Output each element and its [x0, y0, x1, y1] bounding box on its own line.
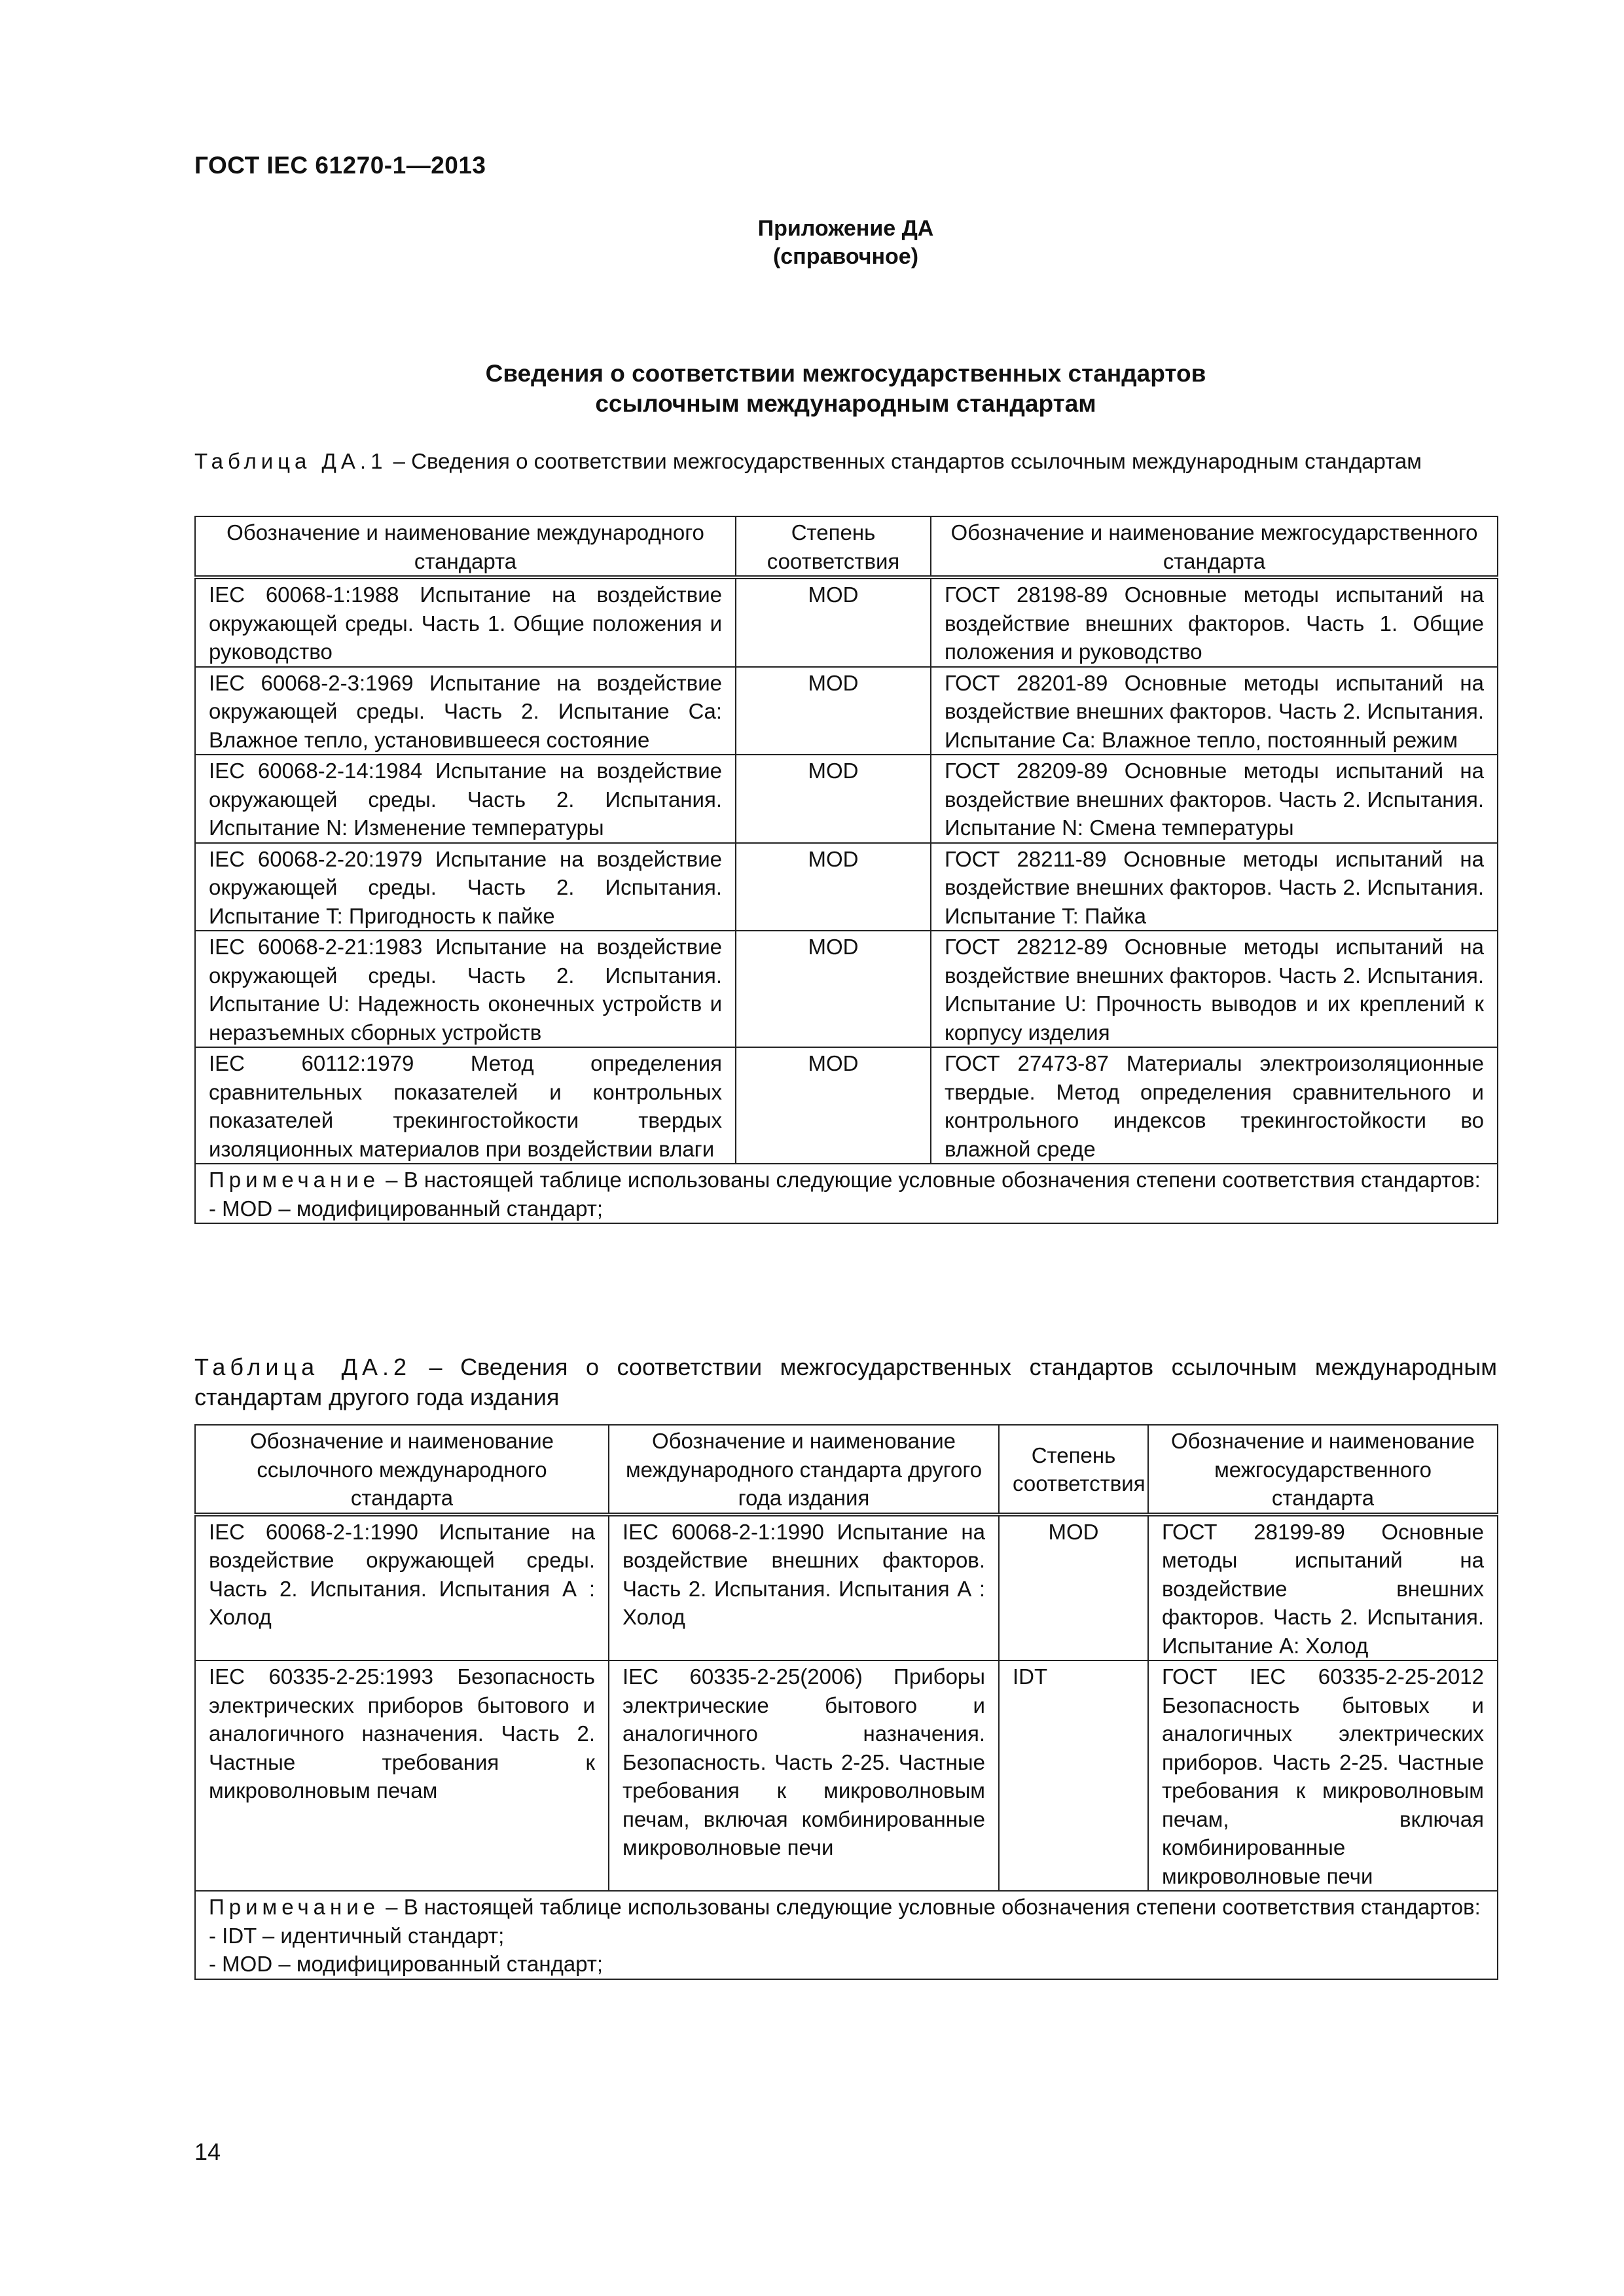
- table1-cell-intl: IEC 60068-2-21:1983 Испытание на воздействие окружающей среды. Часть 2. Испытания. Испытание U: Надежность оконечных устройств и неразъемных сборных устройств: [195, 931, 736, 1047]
- table2-header-degree: Степень соответствия: [999, 1425, 1148, 1515]
- table2-cell-degree: IDT: [999, 1660, 1148, 1891]
- table-row: [195, 931, 1498, 1047]
- table1-cell-degree: MOD: [736, 577, 931, 667]
- table1-cell-intl: IEC 60112:1979 Метод определения сравнительных показателей и контрольных показателей трекингостойкости твердых изоляционных материалов при воздействии влаги: [195, 1047, 736, 1164]
- table-row: [195, 755, 1498, 843]
- table1-cell-intl: IEC 60068-2-3:1969 Испытание на воздействие окружающей среды. Часть 2. Испытание Ca: Влажное тепло, установившееся состояние: [195, 667, 736, 755]
- table1-caption-text: – Сведения о соответствии межгосударственных стандартов ссылочным международным стандартам: [387, 449, 1422, 473]
- table-row: [195, 1515, 1498, 1661]
- table2-header-gost: Обозначение и наименование межгосударственного стандарта: [1148, 1425, 1498, 1515]
- appendix-title: Приложение ДА: [757, 216, 934, 241]
- table-da2: [194, 1424, 1498, 1980]
- table1-header-intl: Обозначение и наименование международного стандарта: [195, 516, 736, 577]
- table2-cell-degree: MOD: [999, 1515, 1148, 1661]
- table2-caption: [194, 1352, 1497, 1412]
- table1-note-text: – В настоящей таблице использованы следующие условные обозначения степени соответствия стандартов:: [380, 1168, 1481, 1192]
- table2-note-label: Примечание: [209, 1895, 380, 1919]
- table1-cell-intl: IEC 60068-2-20:1979 Испытание на воздействие окружающей среды. Часть 2. Испытания. Испытание T: Пригодность к пайке: [195, 843, 736, 931]
- table1-cell-degree: MOD: [736, 843, 931, 931]
- table1-note-item: - MOD – модифицированный стандарт;: [209, 1196, 604, 1221]
- table2-cell-gost: ГОСТ IEC 60335-2-25-2012 Безопасность бытовых и аналогичных электрических приборов. Часть 2-25. Частные требования к микроволновым печам, включая комбинированные микроволновые печи: [1148, 1660, 1498, 1891]
- table1-cell-intl: IEC 60068-2-14:1984 Испытание на воздействие окружающей среды. Часть 2. Испытания. Испытание N: Изменение температуры: [195, 755, 736, 843]
- table-header-row: [195, 1425, 1498, 1515]
- table1-cell-gost: ГОСТ 28211-89 Основные методы испытаний на воздействие внешних факторов. Часть 2. Испытания. Испытание T: Пайка: [931, 843, 1498, 931]
- table-row: [195, 843, 1498, 931]
- table-note-row: [195, 1891, 1498, 1979]
- table2-header-ref: Обозначение и наименование ссылочного международного стандарта: [195, 1425, 609, 1515]
- section-title: [194, 359, 1497, 419]
- table2-cell-ref: IEC 60335-2-25:1993 Безопасность электрических приборов бытового и аналогичного назначения. Часть 2. Частные требования к микроволновым печам: [195, 1660, 609, 1891]
- table2-cell-ref: IEC 60068-2-1:1990 Испытание на воздействие окружающей среды. Часть 2. Испытания. Испытания А : Холод: [195, 1515, 609, 1661]
- table1-cell-gost: ГОСТ 28198-89 Основные методы испытаний на воздействие внешних факторов. Часть 1. Общие положения и руководство: [931, 577, 1498, 667]
- table2-note-item: - IDT – идентичный стандарт;: [209, 1923, 505, 1948]
- table1-header-gost: Обозначение и наименование межгосударственного стандарта: [931, 516, 1498, 577]
- table2-caption-text: – Сведения о соответствии межгосударственных стандартов ссылочным международным стандартам другого года издания: [194, 1354, 1497, 1410]
- document-code: ГОСТ IEC 61270-1—2013: [194, 152, 486, 179]
- table1-cell-gost: ГОСТ 28201-89 Основные методы испытаний на воздействие внешних факторов. Часть 2. Испытания. Испытание Са: Влажное тепло, постоянный режим: [931, 667, 1498, 755]
- table-row: [195, 667, 1498, 755]
- table1-caption: [194, 448, 1497, 475]
- table2-cell-other: IEC 60068-2-1:1990 Испытание на воздействие внешних факторов. Часть 2. Испытания. Испытания А : Холод: [609, 1515, 999, 1661]
- table1-cell-degree: MOD: [736, 667, 931, 755]
- table2-cell-gost: ГОСТ 28199-89 Основные методы испытаний на воздействие внешних факторов. Часть 2. Испытания. Испытание А: Холод: [1148, 1515, 1498, 1661]
- table1-cell-gost: ГОСТ 28212-89 Основные методы испытаний на воздействие внешних факторов. Часть 2. Испытания. Испытание U: Прочность выводов и их креплений к корпусу изделия: [931, 931, 1498, 1047]
- table2-note-text: – В настоящей таблице использованы следующие условные обозначения степени соответствия стандартов:: [380, 1895, 1481, 1919]
- table1-cell-intl: IEC 60068-1:1988 Испытание на воздействие окружающей среды. Часть 1. Общие положения и руководство: [195, 577, 736, 667]
- table1-cell-gost: ГОСТ 27473-87 Материалы электроизоляционные твердые. Метод определения сравнительного и контрольного индексов трекингостойкости во влажной среде: [931, 1047, 1498, 1164]
- table1-cell-gost: ГОСТ 28209-89 Основные методы испытаний на воздействие внешних факторов. Часть 2. Испытания. Испытание N: Смена температуры: [931, 755, 1498, 843]
- table1-header-degree: Степень соответствия: [736, 516, 931, 577]
- table-da1: [194, 516, 1498, 1224]
- table-row: [195, 1660, 1498, 1891]
- table2-caption-label: Таблица ДА.2: [194, 1354, 412, 1380]
- table1-note: [195, 1164, 1498, 1223]
- table-note-row: [195, 1164, 1498, 1223]
- table1-note-label: Примечание: [209, 1168, 380, 1192]
- section-title-line-2: ссылочным международным стандартам: [595, 390, 1096, 417]
- table1-caption-label: Таблица ДА.1: [194, 449, 388, 473]
- table-header-row: [195, 516, 1498, 577]
- table1-cell-degree: MOD: [736, 755, 931, 843]
- table2-cell-other: IEC 60335-2-25(2006) Приборы электрические бытового и аналогичного назначения. Безопасность. Часть 2-25. Частные требования к микроволновым печам, включая комбинированные микроволновые печи: [609, 1660, 999, 1891]
- table-row: [195, 1047, 1498, 1164]
- table1-cell-degree: MOD: [736, 1047, 931, 1164]
- section-title-line-1: Сведения о соответствии межгосударственных стандартов: [485, 360, 1206, 387]
- table2-header-other: Обозначение и наименование международного стандарта другого года издания: [609, 1425, 999, 1515]
- table2-note-item: - MOD – модифицированный стандарт;: [209, 1952, 604, 1976]
- appendix-subtitle: (справочное): [772, 244, 919, 269]
- table2-note: [195, 1891, 1498, 1979]
- table1-cell-degree: MOD: [736, 931, 931, 1047]
- table-row: [195, 577, 1498, 667]
- page-number: 14: [194, 2138, 221, 2165]
